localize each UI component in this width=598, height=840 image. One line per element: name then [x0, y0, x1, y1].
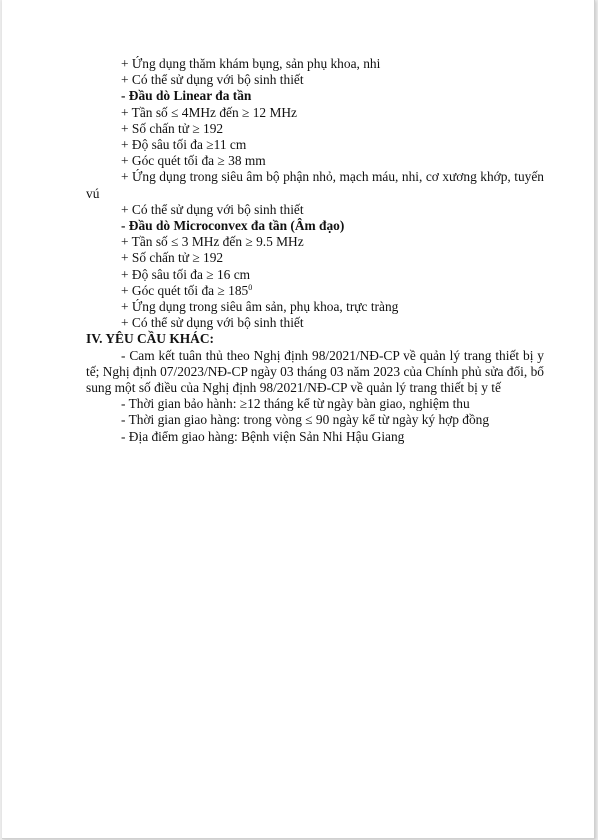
subheading-microconvex-probe: - Đầu dò Microconvex đa tần (Âm đạo)	[121, 218, 345, 234]
text-line: - Thời gian bảo hành: ≥12 tháng kể từ ngày bàn giao, nghiệm thu	[121, 396, 470, 412]
document-content	[86, 56, 544, 445]
superscript: 0	[248, 282, 253, 292]
text-line: - Địa điểm giao hàng: Bệnh viện Sản Nhi Hậu Giang	[121, 428, 405, 444]
text-line: + Ứng dụng thăm khám bụng, sản phụ khoa, nhi	[121, 56, 381, 71]
text-line: + Có thể sử dụng với bộ sinh thiết	[121, 72, 304, 88]
subheading-linear-probe: - Đầu dò Linear đa tần	[121, 88, 252, 104]
section-heading: IV. YÊU CẦU KHÁC:	[86, 331, 214, 347]
text-line	[86, 283, 544, 299]
text-line: + Tần số ≤ 4MHz đến ≥ 12 MHz	[121, 104, 297, 120]
text-paragraph: + Ứng dụng trong siêu âm bộ phận nhỏ, mạch máu, nhi, cơ xương khớp, tuyến vú	[86, 169, 544, 201]
text-line: + Có thể sử dụng với bộ sinh thiết	[121, 201, 304, 217]
document-page	[2, 0, 595, 839]
text-span: + Góc quét tối đa ≥ 185	[121, 282, 249, 298]
text-line: + Độ sâu tối đa ≥11 cm	[121, 137, 247, 153]
text-line: + Có thể sử dụng với bộ sinh thiết	[121, 315, 304, 331]
text-line: + Số chấn tử ≥ 192	[121, 120, 224, 136]
text-line: + Tần số ≤ 3 MHz đến ≥ 9.5 MHz	[121, 234, 304, 250]
text-line: + Độ sâu tối đa ≥ 16 cm	[121, 266, 251, 282]
text-line: - Thời gian giao hàng: trong vòng ≤ 90 ngày kể từ ngày ký hợp đồng	[121, 412, 490, 428]
text-line: + Góc quét tối đa ≥ 38 mm	[121, 153, 266, 169]
text-line: + Ứng dụng trong siêu âm sản, phụ khoa, trực tràng	[121, 299, 399, 315]
text-paragraph: - Cam kết tuân thủ theo Nghị định 98/2021/NĐ-CP về quản lý trang thiết bị y tế; Nghị định 07/2023/NĐ-CP ngày 03 tháng 03 năm 2023 của Chính phủ sửa đổi, bổ sung một số điều của Nghị định 98/2021/NĐ-CP về quản lý trang thiết bị y tế	[86, 347, 544, 396]
text-line: + Số chấn tử ≥ 192	[121, 250, 224, 266]
